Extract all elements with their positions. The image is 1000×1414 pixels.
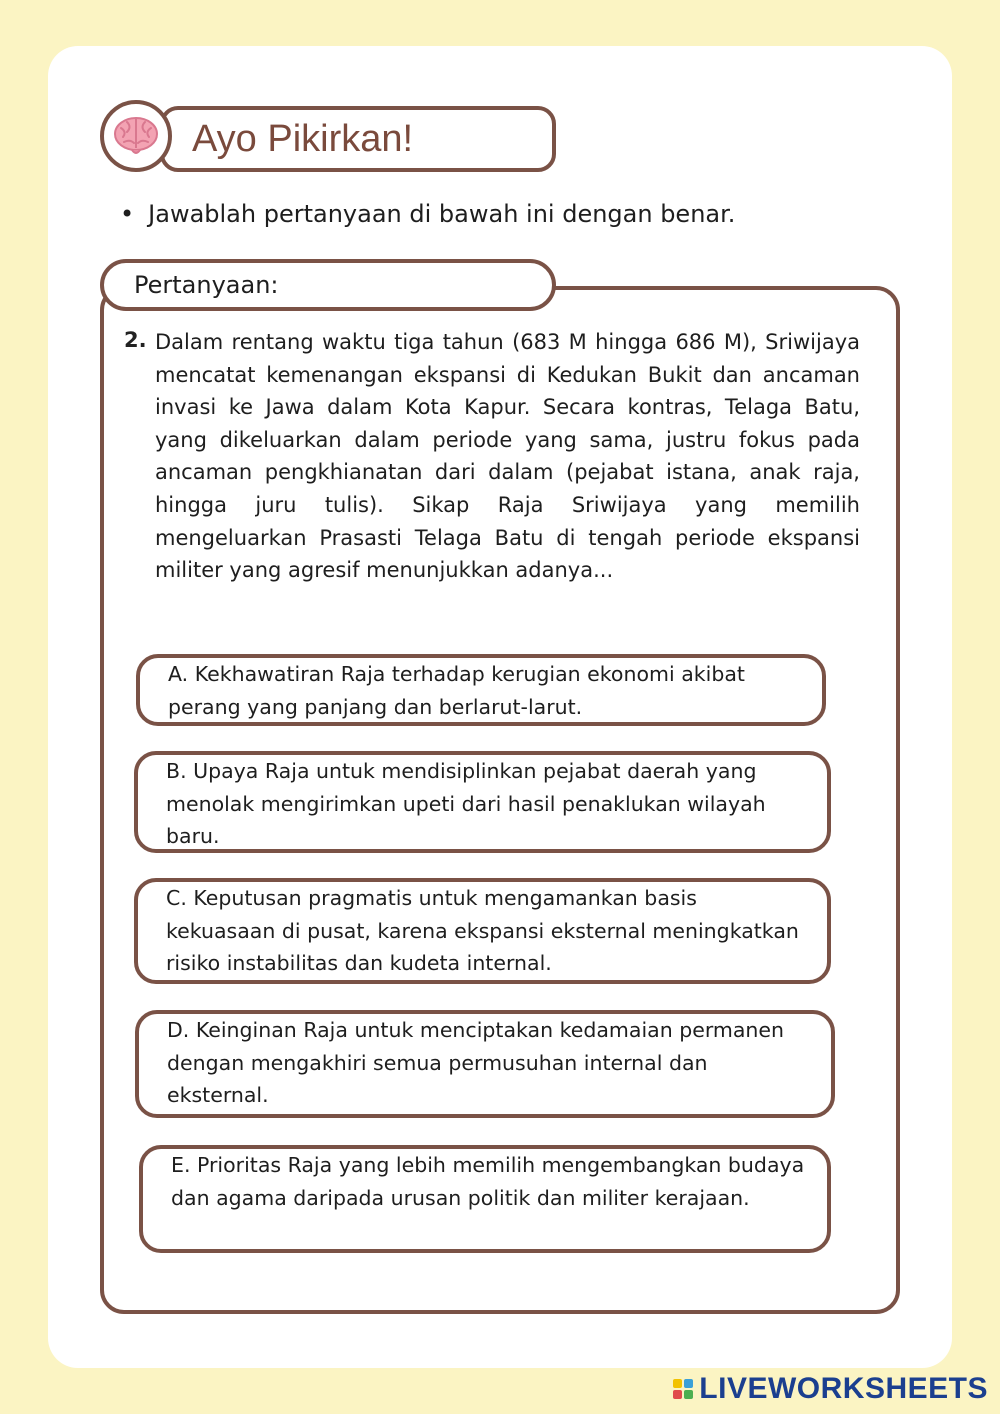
bullet-icon: • bbox=[120, 200, 135, 228]
section-label bbox=[100, 259, 556, 311]
instruction bbox=[120, 200, 735, 228]
instruction-text: Jawablah pertanyaan di bawah ini dengan benar. bbox=[148, 200, 736, 228]
question-number: 2. bbox=[124, 328, 147, 352]
option-e-label: E. Prioritas Raja yang lebih memilih mengembangkan budaya dan agama daripada urusan politik dan militer kerajaan. bbox=[171, 1153, 805, 1210]
option-d-label: D. Keinginan Raja untuk menciptakan kedamaian permanen dengan mengakhiri semua permusuhan internal dan eksternal. bbox=[167, 1018, 785, 1107]
option-c[interactable] bbox=[134, 878, 831, 984]
liveworksheets-logo bbox=[673, 1372, 988, 1406]
option-a[interactable] bbox=[136, 654, 826, 726]
brain-icon bbox=[100, 100, 172, 172]
option-b-label: B. Upaya Raja untuk mendisiplinkan pejabat daerah yang menolak mengirimkan upeti dari hasil penaklukan wilayah baru. bbox=[166, 759, 766, 848]
option-d[interactable] bbox=[135, 1010, 835, 1118]
logo-grid-icon bbox=[673, 1379, 693, 1399]
option-e[interactable] bbox=[139, 1145, 831, 1253]
section-label-text: Pertanyaan: bbox=[134, 271, 279, 299]
title-box bbox=[160, 106, 556, 172]
page-title: Ayo Pikirkan! bbox=[192, 118, 414, 160]
question-text: Dalam rentang waktu tiga tahun (683 M hingga 686 M), Sriwijaya mencatat kemenangan ekspansi di Kedukan Bukit dan ancaman invasi ke Jawa dalam Kota Kapur. Secara kontras, Telaga Batu, yang dikeluarkan dalam periode yang sama, justru fokus pada ancaman pengkhianatan dari dalam (pejabat istana, anak raja, hingga juru tulis). Sikap Raja Sriwijaya yang memilih mengeluarkan Prasasti Telaga Batu di tengah periode ekspansi militer yang agresif menunjukkan adanya... bbox=[155, 330, 860, 583]
option-b[interactable] bbox=[134, 751, 831, 853]
brand-text: LIVEWORKSHEETS bbox=[699, 1372, 988, 1405]
option-c-label: C. Keputusan pragmatis untuk mengamankan basis kekuasaan di pusat, karena ekspansi eksternal meningkatkan risiko instabilitas dan kudeta internal. bbox=[166, 886, 799, 975]
option-a-label: A. Kekhawatiran Raja terhadap kerugian ekonomi akibat perang yang panjang dan berlarut-larut. bbox=[168, 662, 745, 719]
